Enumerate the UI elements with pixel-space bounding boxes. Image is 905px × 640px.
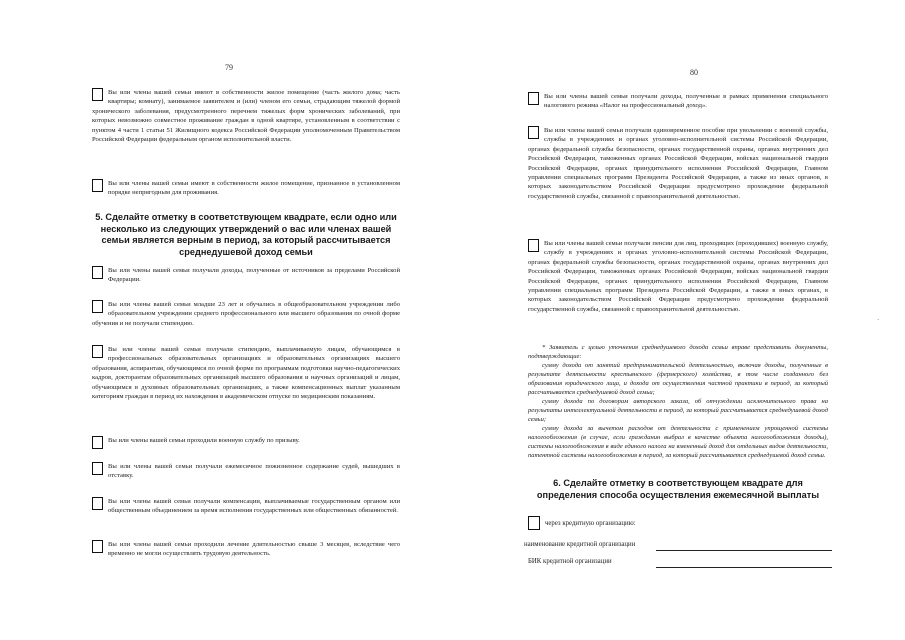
- checkbox[interactable]: [528, 126, 539, 139]
- option-severance-benefit[interactable]: [528, 126, 828, 201]
- option-service-pension[interactable]: [528, 239, 828, 314]
- option-text: Вы или члены вашей семьи младше 23 лет и обучались в общеобразовательном учреждении либо образовательном учреждении среднего профессионального или высшего образования по очной форме обучения и не получали стипендию.: [92, 301, 400, 327]
- bik-label: БИК кредитной организации: [528, 558, 612, 565]
- option-text: через кредитную организацию:: [545, 520, 636, 527]
- footnote-item: сумму дохода за вычетом расходов от деятельности с применением упрощенной системы налогообложения (в случае, если гражданин выбрал в качестве объекта налогообложения доходы), системы налогообложения в виде единого налога на вмененный доход для отдельных видов деятельности, патентной системы налогообложения в период, за который рассчитывается среднедушевой доход семьи.: [528, 425, 828, 459]
- checkbox[interactable]: [92, 436, 103, 449]
- option-text: Вы или члены вашей семьи получали пенсии для лиц, проходящих (проходивших) военную службу, службу в учреждениях и органах уголовно-исполнительной системы Российской Федерации, органах федеральной службы безопасности, органах государственной охраны, органах внутренних дел Российской Федерации, таможенных органах Российской Федерации, войсках национальной гвардии Российской Федерации, органах принудительного исполнения Российской Федерации, Главном управлении специальных программ Президента Российской Федерации, а также в иных органах, в которых законодательством Российской Федерации предусмотрено прохождение федеральной государственной службы, связанной с правоохранительной деятельностью.: [528, 240, 828, 313]
- option-student-under-23[interactable]: [92, 300, 400, 328]
- checkbox[interactable]: [92, 540, 103, 553]
- bank-name-label: наименование кредитной организации: [524, 541, 636, 548]
- bank-name-input-line[interactable]: [656, 550, 832, 551]
- footnote-item: сумму дохода от занятий предпринимательской деятельностью, включая доходы, полученные в результате деятельности крестьянского (фермерского) хозяйства, в том числе созданного без образования юридического лица, и дохода от осуществления частной практики в период, за который рассчитывается среднедушевой доход семьи;: [528, 362, 828, 396]
- bik-input-line[interactable]: [656, 567, 832, 568]
- option-long-treatment[interactable]: [92, 540, 400, 559]
- option-foreign-income[interactable]: [92, 266, 400, 285]
- footnote-intro: * Заявитель с целью уточнения среднедушевого дохода семьи вправе представить документы, подтверждающие:: [528, 344, 828, 360]
- option-own-housing-illness[interactable]: [92, 88, 400, 144]
- option-text: Вы или члены вашей семьи получали единовременное пособие при увольнении с военной службы, службы в учреждениях и органах уголовно-исполнительной системы Российской Федерации, органах федеральной службы безопасности, органах государственной охраны, органах внутренних дел Российской Федерации, таможенных органах Российской Федерации, войсках национальной гвардии Российской Федерации, органах принудительного исполнения Российской Федерации, Главном управлении специальных программ Президента Российской Федерации, а также из иных органов, в которых законодательством Российской Федерации предусмотрено прохождение федеральной государственной службы, связанной с правоохранительной деятельностью.: [528, 127, 828, 200]
- option-text: Вы или члены вашей семьи получали компенсации, выплачиваемые государственным органом или общественным объединением за время исполнения государственных или общественных обязанностей.: [108, 498, 400, 515]
- option-judge-pension[interactable]: [92, 462, 400, 481]
- option-text: Вы или члены вашей семьи имеют в собственности жилое помещение, признанное в установленном порядке непригодным для проживания.: [108, 180, 400, 197]
- section-6-heading: 6. Сделайте отметку в соответствующем квадрате для определения способа осуществления ежемесячной выплаты: [536, 478, 820, 500]
- option-text: Вы или члены вашей семьи проходили лечение длительностью свыше 3 месяцев, вследствие чего временно не могли осуществлять трудовую деятельность.: [108, 541, 400, 558]
- option-text: Вы или члены вашей семьи получали доходы, полученные от источников за пределами Российской Федерации.: [108, 267, 400, 284]
- option-text: Вы или члены вашей семьи получали ежемесячное пожизненное содержание судей, вышедших в отставку.: [108, 463, 400, 480]
- option-credit-org[interactable]: [528, 516, 636, 530]
- option-text: Вы или члены вашей семьи имеют в собственности жилое помещение (часть жилого дома; часть квартиры; комнату), занимаемое заявителем и (или) членом его семьи, страдающим тяжелой формой хронического заболевания, предусмотренного перечнем тяжелых форм хронических заболеваний, при которых невозможно совместное проживание граждан в одной квартире, установленным в соответствии с пунктом 4 части 1 статьи 51 Жилищного кодекса Российской Федерации уполномоченным Правительством Российской Федерации федеральным органом исполнительной власти.: [92, 89, 400, 144]
- option-unfit-housing[interactable]: [92, 179, 400, 198]
- checkbox[interactable]: [92, 345, 103, 358]
- option-text: Вы или члены вашей семьи получали стипендию, выплачиваемую лицам, обучающимся в профессиональных образовательных организациях и образовательных организациях высшего образования, аспирантам, обучающимся по очной форме по программам подготовки научно-педагогических кадров, докторантам образовательных организаций высшего образования и научных организаций и лицам, обучающимся в духовных образовательных организациях, а также компенсационных выплат указанным категориям граждан в период их нахождения в академическом отпуске по медицинским показаниям.: [92, 346, 400, 401]
- scan-mark: ·: [877, 316, 880, 324]
- checkbox[interactable]: [92, 88, 103, 101]
- checkbox[interactable]: [92, 300, 103, 313]
- checkbox[interactable]: [528, 92, 539, 105]
- checkbox[interactable]: [528, 516, 540, 530]
- section-5-heading: 5. Сделайте отметку в соответствующем квадрате, если одно или несколько из следующих утверждений о вас или членах вашей семьи является верным в период, за который рассчитывается среднедушевой доход семьи: [95, 212, 397, 257]
- checkbox[interactable]: [92, 497, 103, 510]
- option-compensation[interactable]: [92, 497, 400, 516]
- option-stipend[interactable]: [92, 345, 400, 401]
- checkbox[interactable]: [92, 179, 103, 192]
- footnote-item: сумму дохода по договорам авторского заказа, об отчуждении исключительного права на результаты интеллектуальной деятельности в период, за который рассчитывается среднедушевой доход семьи;: [528, 398, 828, 423]
- option-professional-income-tax[interactable]: [528, 92, 828, 111]
- page-number: 80: [690, 68, 698, 77]
- checkbox[interactable]: [92, 462, 103, 475]
- checkbox[interactable]: [92, 266, 103, 279]
- page-79: [0, 0, 450, 640]
- footnote: [528, 343, 828, 460]
- page-number: 79: [225, 63, 233, 72]
- checkbox[interactable]: [528, 239, 539, 252]
- option-text: Вы или члены вашей семьи получали доходы, полученные в рамках применения специального налогового режима «Налог на профессиональный доход».: [544, 93, 828, 110]
- option-text: Вы или члены вашей семьи проходили военную службу по призыву.: [108, 437, 300, 444]
- option-military-service[interactable]: [92, 436, 400, 449]
- page-80: [452, 0, 905, 640]
